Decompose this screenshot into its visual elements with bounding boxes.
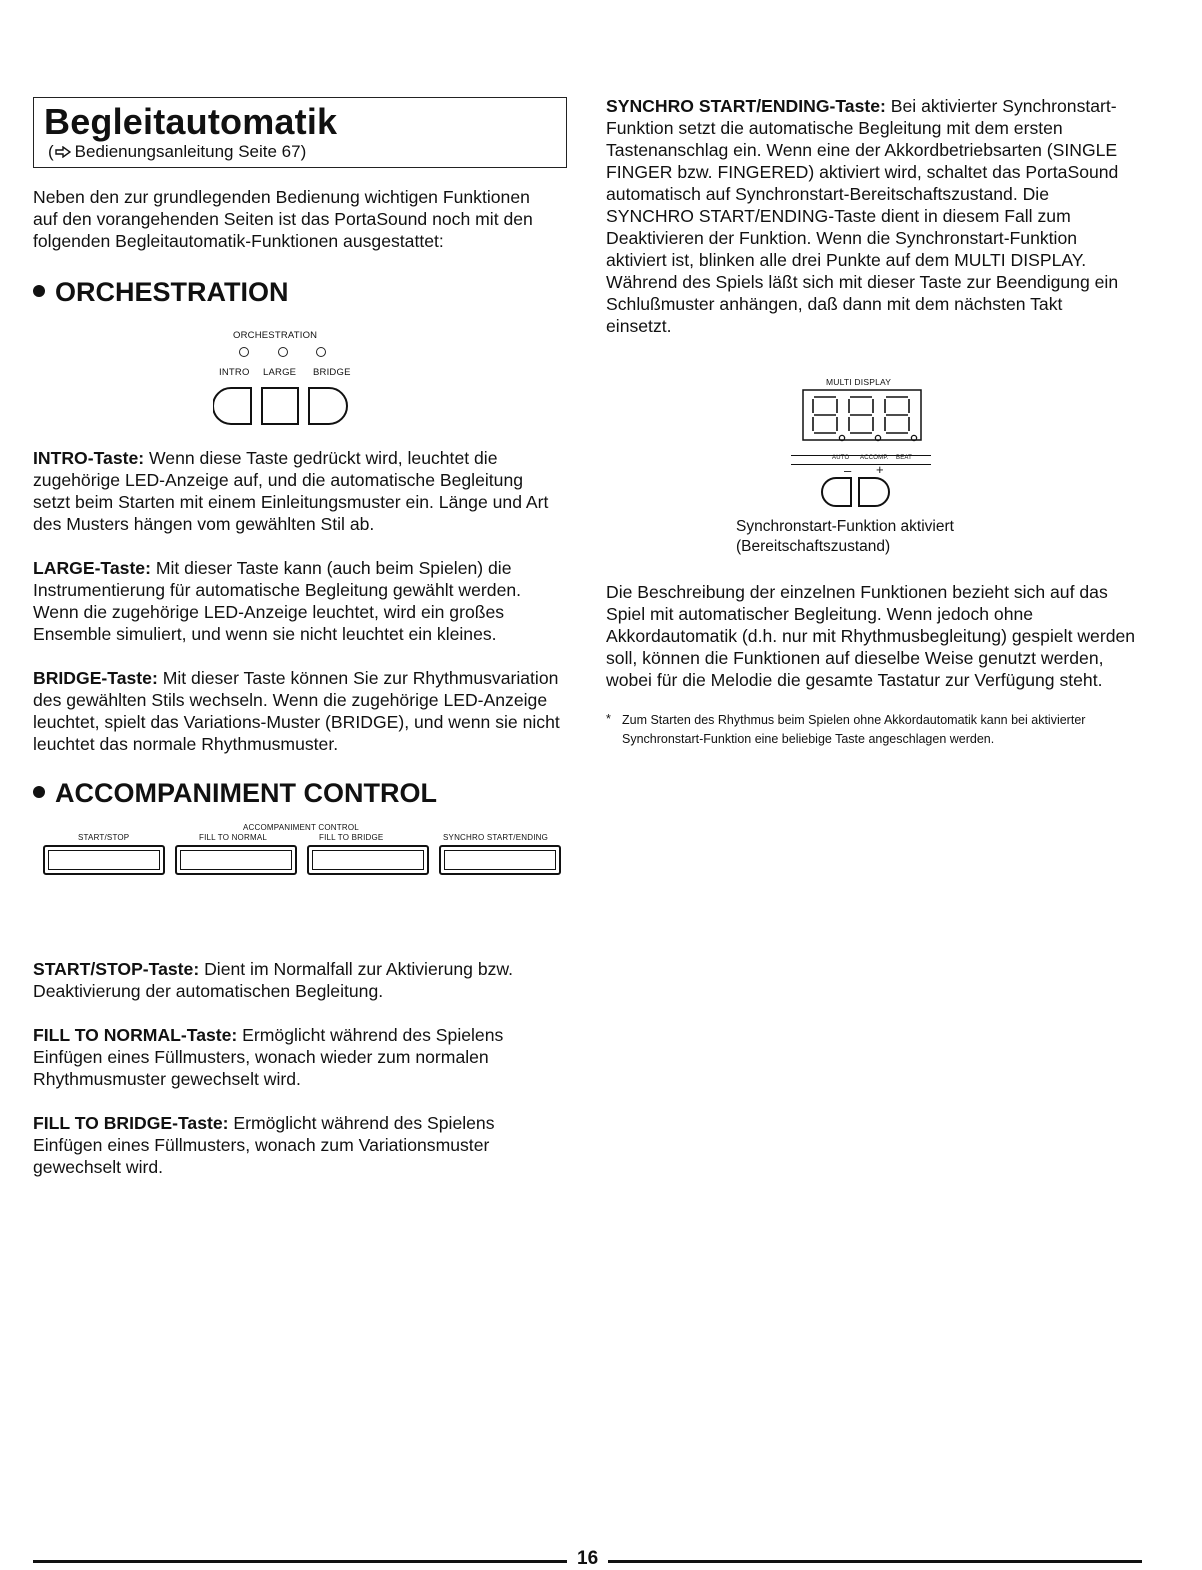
bullet-icon: [33, 285, 45, 297]
intro-button[interactable]: [213, 388, 251, 424]
orchestration-panel: [33, 322, 578, 447]
fill-to-normal-button[interactable]: [175, 845, 297, 875]
plus-button[interactable]: [859, 478, 889, 506]
left-column: [33, 97, 578, 1178]
synchro-text: Bei aktivierter Synchronstart-Funktion setzt die automatische Begleitung mit dem ersten Tastenanschlag ein. Wenn eine der Akkordbetriebsarten (SINGLE FINGER bzw. FINGERED) aktiviert wird, schaltet das PortaSound automatisch auf Synchronstart-Bereitschaftszustand. Die SYNCHRO START/ENDING-Taste dient in diesem Fall zum Deaktivieren der Funktion. Wenn die Synchronstart-Funktion aktiviert ist, blinken alle drei Punkte auf dem MULTI DISPLAY. Während des Spiels läßt sich mit dieser Taste zur Beendigung ein Schlußmuster anhängen, daß dann mit dem nächsten Takt einsetzt.: [606, 96, 1119, 336]
footer-rule-left: [33, 1560, 567, 1563]
synchro-key: SYNCHRO START/ENDING-Taste:: [606, 96, 886, 116]
orchestration-buttons: [213, 384, 353, 428]
multi-display-caption-2: (Bereitschaftszustand): [736, 538, 891, 555]
bridge-taste-key: BRIDGE-Taste:: [33, 668, 158, 688]
footnote-mark: *: [606, 712, 611, 726]
orchestration-panel-label: ORCHESTRATION: [233, 330, 318, 341]
minus-label: –: [844, 463, 852, 478]
large-button-label: LARGE: [263, 367, 297, 378]
footnote-text: Zum Starten des Rhythmus beim Spielen ohne Akkordautomatik kann bei aktivierter Synchronstart-Funktion eine beliebige Taste angeschlagen werden.: [622, 713, 1086, 746]
synchro-label: SYNCHRO START/ENDING: [443, 833, 549, 842]
indicator-auto: AUTO: [832, 455, 850, 461]
fill-normal-paragraph: [33, 1024, 548, 1090]
footnote: [606, 711, 1122, 749]
fill-normal-text: Ermöglicht während des Spielens Einfügen eines Füllmusters, wonach wieder zum normalen Rhythmusmuster gewechselt wird.: [33, 1025, 504, 1089]
orchestration-heading-text: ORCHESTRATION: [55, 277, 289, 307]
minus-button[interactable]: [822, 478, 851, 506]
synchro-paragraph: [606, 95, 1126, 337]
startstop-label: START/STOP: [78, 833, 130, 842]
plus-label: +: [876, 462, 884, 477]
fill-to-bridge-label: FILL TO BRIDGE: [319, 833, 384, 842]
bridge-taste-text: Mit dieser Taste können Sie zur Rhythmusvariation des gewählten Stils wechseln. Wenn die zugehörige LED-Anzeige leuchtet, spielt das Variations-Muster (BRIDGE), und wenn sie nicht leuchtet das normale Rhythmusmuster.: [33, 668, 560, 754]
intro-paragraph: Neben den zur grundlegenden Bedienung wichtigen Funktionen auf den vorangehenden Seiten ist das PortaSound noch mit den folgenden Begleitautomatik-Funktionen ausgestattet:: [33, 187, 533, 251]
footer-rule-right: [608, 1560, 1142, 1563]
multi-display-label: MULTI DISPLAY: [826, 377, 892, 387]
orchestration-heading: [33, 276, 578, 308]
page-subtitle: [48, 142, 556, 162]
description-paragraph: Die Beschreibung der einzelnen Funktionen bezieht sich auf das Spiel mit automatischer Begleitung. Wenn jedoch ohne Akkordautomatik (d.h. nur mit Rhythmusbegleitung) gespielt werden soll, können die Funktionen auf dieselbe Weise genutzt werden, wobei für die Melodie die gesamte Tastatur zur Verfügung steht.: [606, 582, 1136, 690]
intro-taste-text: Wenn diese Taste gedrückt wird, leuchtet die zugehörige LED-Anzeige auf, und die automatische Begleitung setzt beim Starten mit einem Einleitungsmuster ein. Länge und Art des Musters hängen vom gewählten Stil ab.: [33, 448, 549, 534]
accompaniment-panel: [33, 823, 578, 958]
multi-display-figure: [606, 367, 1146, 617]
seven-segment-display: [802, 389, 922, 447]
startstop-button[interactable]: [43, 845, 165, 875]
bridge-button[interactable]: [309, 388, 347, 424]
fill-to-bridge-button[interactable]: [307, 845, 429, 875]
bridge-taste-paragraph: [33, 667, 563, 755]
right-column: [606, 95, 1146, 749]
page-number: 16: [577, 1548, 599, 1569]
indicator-accomp: ACCOMP.: [860, 455, 889, 461]
large-taste-text: Mit dieser Taste kann (auch beim Spielen) die Instrumentierung für automatische Begleitung gewählt werden. Wenn die zugehörige LED-Anzeige leuchtet, wird ein großes Ensemble simuliert, und wenn sie nicht leuchtet ein kleines.: [33, 558, 522, 644]
bridge-button-label: BRIDGE: [313, 367, 351, 378]
title-box: [33, 97, 567, 168]
minus-plus-buttons: [819, 473, 909, 511]
intro-taste-paragraph: [33, 447, 563, 535]
large-taste-key: LARGE-Taste:: [33, 558, 151, 578]
page-title: Begleitautomatik: [44, 101, 338, 142]
fill-bridge-key: FILL TO BRIDGE-Taste:: [33, 1113, 229, 1133]
bridge-led: [316, 347, 326, 357]
accompaniment-panel-label: ACCOMPANIMENT CONTROL: [243, 823, 359, 832]
large-led: [278, 347, 288, 357]
fill-to-normal-label: FILL TO NORMAL: [199, 833, 268, 842]
indicator-line-bottom: [791, 464, 931, 465]
large-taste-paragraph: [33, 557, 563, 645]
synchro-button[interactable]: [439, 845, 561, 875]
intro-button-label: INTRO: [219, 367, 250, 378]
fill-bridge-paragraph: [33, 1112, 563, 1178]
large-button[interactable]: [262, 388, 298, 424]
fill-bridge-text: Ermöglicht während des Spielens Einfügen eines Füllmusters, wonach zum Variationsmuster gewechselt wird.: [33, 1113, 495, 1177]
bullet-icon: [33, 786, 45, 798]
startstop-text: Dient im Normalfall zur Aktivierung bzw. Deaktivierung der automatischen Begleitung.: [33, 959, 514, 1001]
startstop-key: START/STOP-Taste:: [33, 959, 200, 979]
subtitle-text: Bedienungsanleitung Seite 67): [74, 142, 307, 161]
subtitle-open-paren: (: [48, 142, 54, 161]
intro-led: [239, 347, 249, 357]
startstop-paragraph: [33, 958, 553, 1002]
accompaniment-heading: [33, 777, 578, 809]
indicator-beat: BEAT: [896, 455, 913, 461]
accompaniment-heading-text: ACCOMPANIMENT CONTROL: [55, 778, 437, 808]
fill-normal-key: FILL TO NORMAL-Taste:: [33, 1025, 238, 1045]
pointing-arrow-icon: [55, 146, 71, 158]
multi-display-caption-1: Synchronstart-Funktion aktiviert: [736, 518, 954, 535]
intro-taste-key: INTRO-Taste:: [33, 448, 145, 468]
